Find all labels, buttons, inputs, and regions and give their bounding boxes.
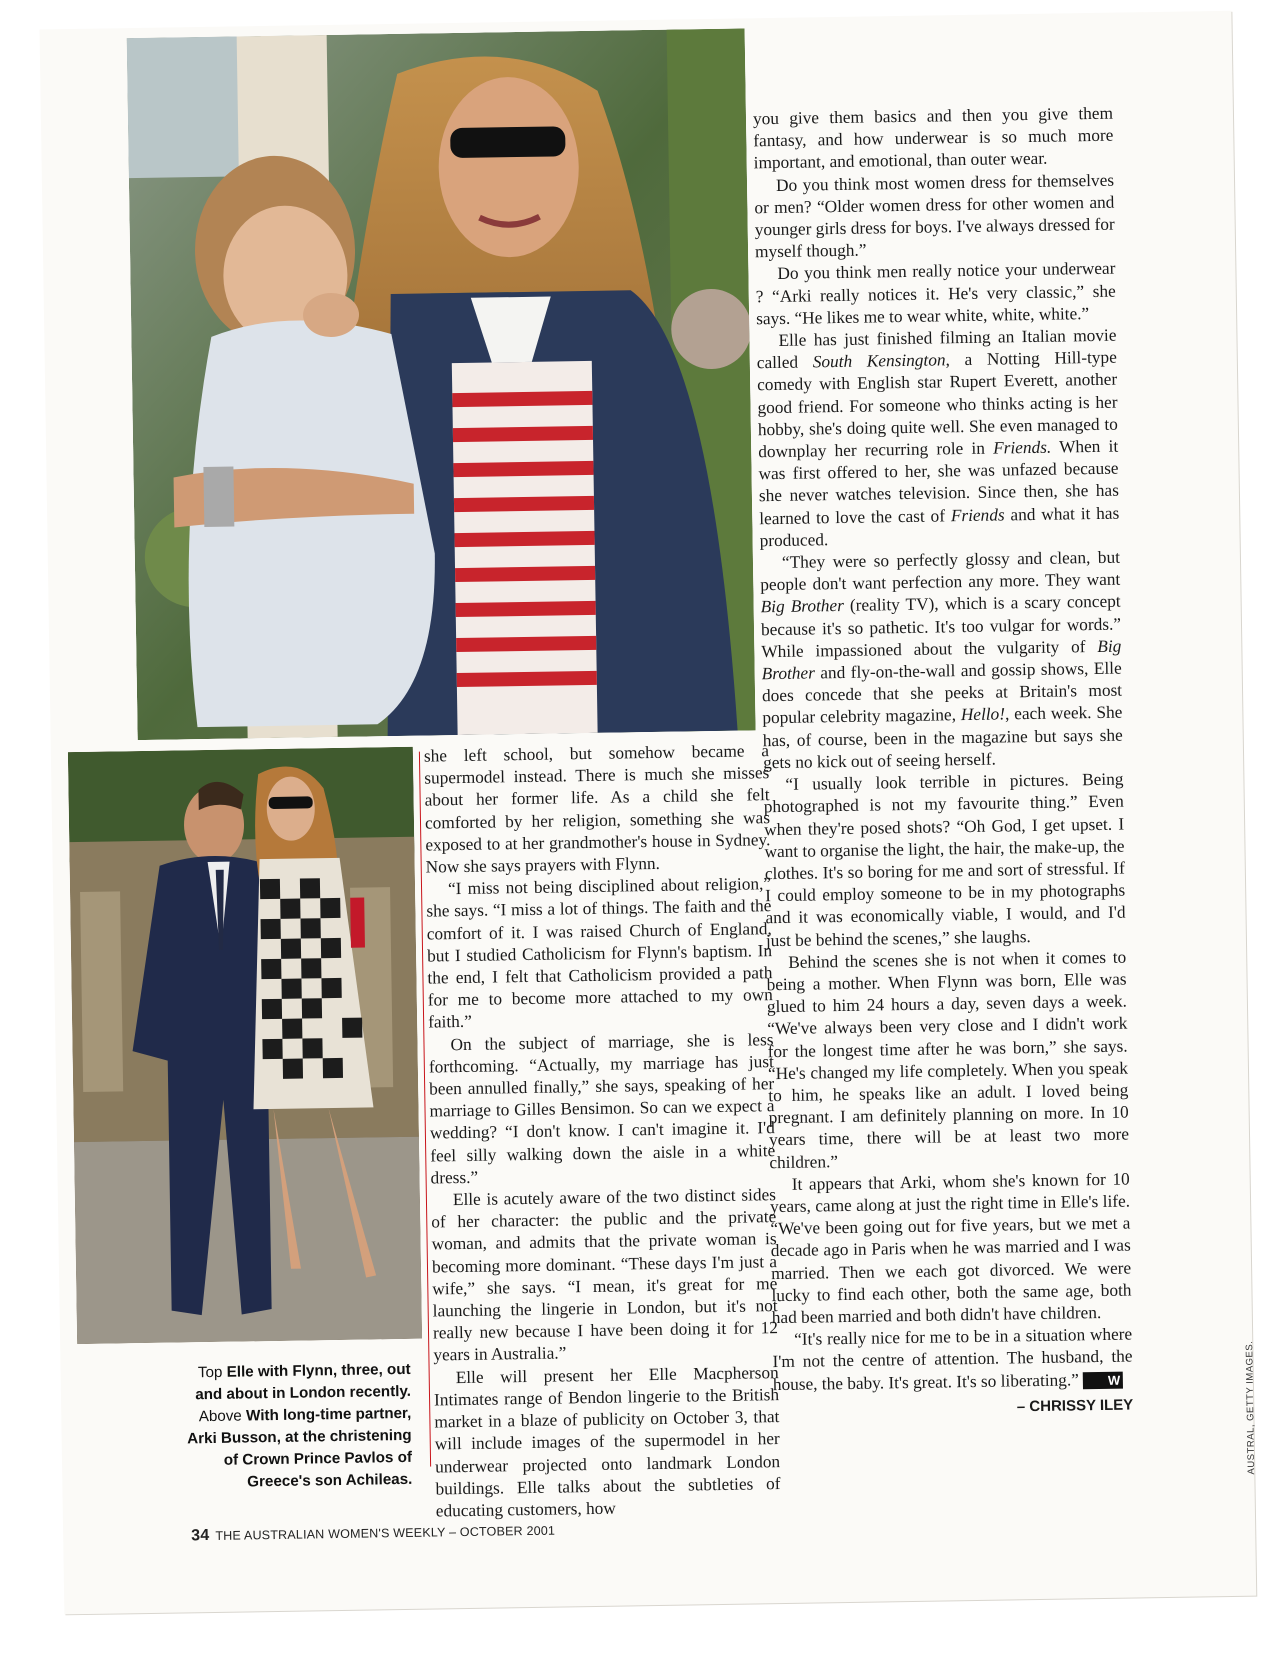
text-run: (reality TV), which is a scary concept because it's so pathetic. It's too vulgar for words.” While impassioned about the vulgarity of [760,592,1122,662]
caption-top-label: Top [197,1363,223,1382]
article-paragraph: “I miss not being disciplined about religion,” she says. “I miss a lot of things. The faith and the comfort of it. I was raised Church of England, but I studied Catholicism for Flynn's baptism. In the end, I felt that Catholicism provided a path for me to become more attached to my own faith.” [426,874,773,1032]
movie-title: South Kensington [812,350,946,372]
article-paragraph: It appears that Arki, whom she's known for 10 years, came along at just the right time in Elle's life. “We've been going out for five years, but we met a decade ago in Paris when he was married and I was married. Then we each got divorced. We were lucky to find each other, both the same age, both had been married and both didn't have children. [769,1169,1132,1328]
caption-above-text: With long-time partner, Arki Busson, at the christening of Crown Prince Pavlos of Greece's son Achileas. [187,1404,413,1491]
article-column-middle [424,740,781,1522]
weekly-logo-icon: W [1083,1372,1124,1390]
text-run: , a Notting Hill-type comedy with English star Rupert Everett, another good friend. For someone who thinks acting is her hobby, she's doing quite well. She even managed to downplay her recurring role in [757,347,1118,462]
byline: – CHRISSY ILEY [1016,1396,1134,1416]
photo-caption [170,1359,412,1495]
text-run: Elle has just finished filming an Italian movie called [756,325,1117,373]
magazine-page [40,11,1257,1615]
publication-name: THE AUSTRALIAN WOMEN'S WEEKLY – OCTOBER 2001 [215,1523,556,1543]
text-run: “They were so perfectly glossy and clean, but people don't want perfection any more. They want [760,547,1121,595]
show-title: Big Brother [760,596,844,617]
text-run: When it was first offered to her, she was unfazed because she never watches television. Since then, she has learned to love the cast of [758,436,1120,528]
article-paragraph [760,547,1123,775]
article-paragraph: Elle is acutely aware of the two distinct sides of her character: the public and the private woman, and admits that the private woman is becoming more dominant. “These days I'm just a wife,” she says. “I mean, it's great for me launching the lingerie in London, but it's not really new because I have been doing it for 12 years in Australia.” [431,1185,779,1365]
page-footer [191,1522,555,1546]
article-paragraph: Elle will present her Elle Macpherson Intimates range of Bendon lingerie to the British market in a blaze of publicity on October 3, that will include images of the supermodel in her underwear projected onto landmark London buildings. Elle talks about the subtleties of educating customers, how [433,1362,781,1521]
text-run: and fly-on-the-wall and gossip shows, Elle does concede that she peeks at Britain's most popular celebrity magazine, [761,658,1123,728]
caption-above-label: Above [198,1407,242,1426]
article-paragraph [772,1324,1133,1396]
article-paragraph: she left school, but somehow became a supermodel instead. There is much she misses about her former life. As a child she felt comforted by her religion, something she was exposed to at her grandmother's house in Sydney. Now she says prayers with Flynn. [423,741,771,877]
show-title: Friends. [992,437,1052,458]
article-paragraph: Do you think most women dress for themselves or men? “Older women dress for other women and younger girls dress for boys. I've always dressed for myself though.” [754,170,1115,262]
article-paragraph: you give them basics and then you give them fantasy, and how underwear is so much more important, and emotional, than outer wear. [752,103,1114,173]
magazine-title: Hello! [960,704,1006,725]
article-paragraph: Do you think men really notice your underwear ? “Arki really notices it. He's very classic,” she says. “He likes me to wear white, white, white.” [755,259,1116,329]
show-title: Friends [950,505,1005,525]
text-run: and what it has produced. [759,503,1120,551]
photo-elle-with-flynn [127,28,756,740]
article-paragraph: On the subject of marriage, she is less forthcoming. “Actually, my marriage has just been annulled finally,” she says, speaking of her marriage to Gilles Bensimon. So can we expect a wedding? “I don't know. I can't imagine it. I'd feel silly walking down the aisle in a white dress.” [428,1029,776,1188]
caption-top-text: Elle with Flynn, three, out and about in London recently. [195,1360,412,1404]
show-title: Big Brother [761,636,1122,684]
text-run: “It's really nice for me to be in a situation where I'm not the centre of attention. The husband, the house, the baby. It's great. It's so liberating.” [772,1324,1133,1394]
article-paragraph [756,325,1119,553]
article-paragraph: Behind the scenes she is not when it comes to being a mother. When Flynn was born, Elle was glued to him 24 hours a day, seven days a week. “We've always been very close and I didn't work for the longest time after he was born,” she says. “He's changed my life completely. When you speak to him, he speaks like an adult. I loved being pregnant. I am definitely planning on more. In 10 years time, there will be at least two more children.” [766,947,1130,1172]
photo-credit: AUSTRAL, GETTY IMAGES. [1244,1340,1258,1475]
article-paragraph: “I usually look terrible in pictures. Being photographed is not my favourite thing.” Even when they're posed shots? “Oh God, I get upset. I want to organise the light, the hair, the make-up, the clothes. It's so boring for me and sort of stressful. If I could employ someone to be in my photographs and it was economically viable, I would, and I'd just be behind the scenes,” she laughs. [763,769,1126,950]
text-run: , each week. She has, of course, been in the magazine but says she gets no kick out of seeing herself. [762,703,1123,773]
article-column-right [753,103,1134,1422]
photo-elle-with-arki [68,747,422,1344]
page-number: 34 [191,1527,210,1545]
